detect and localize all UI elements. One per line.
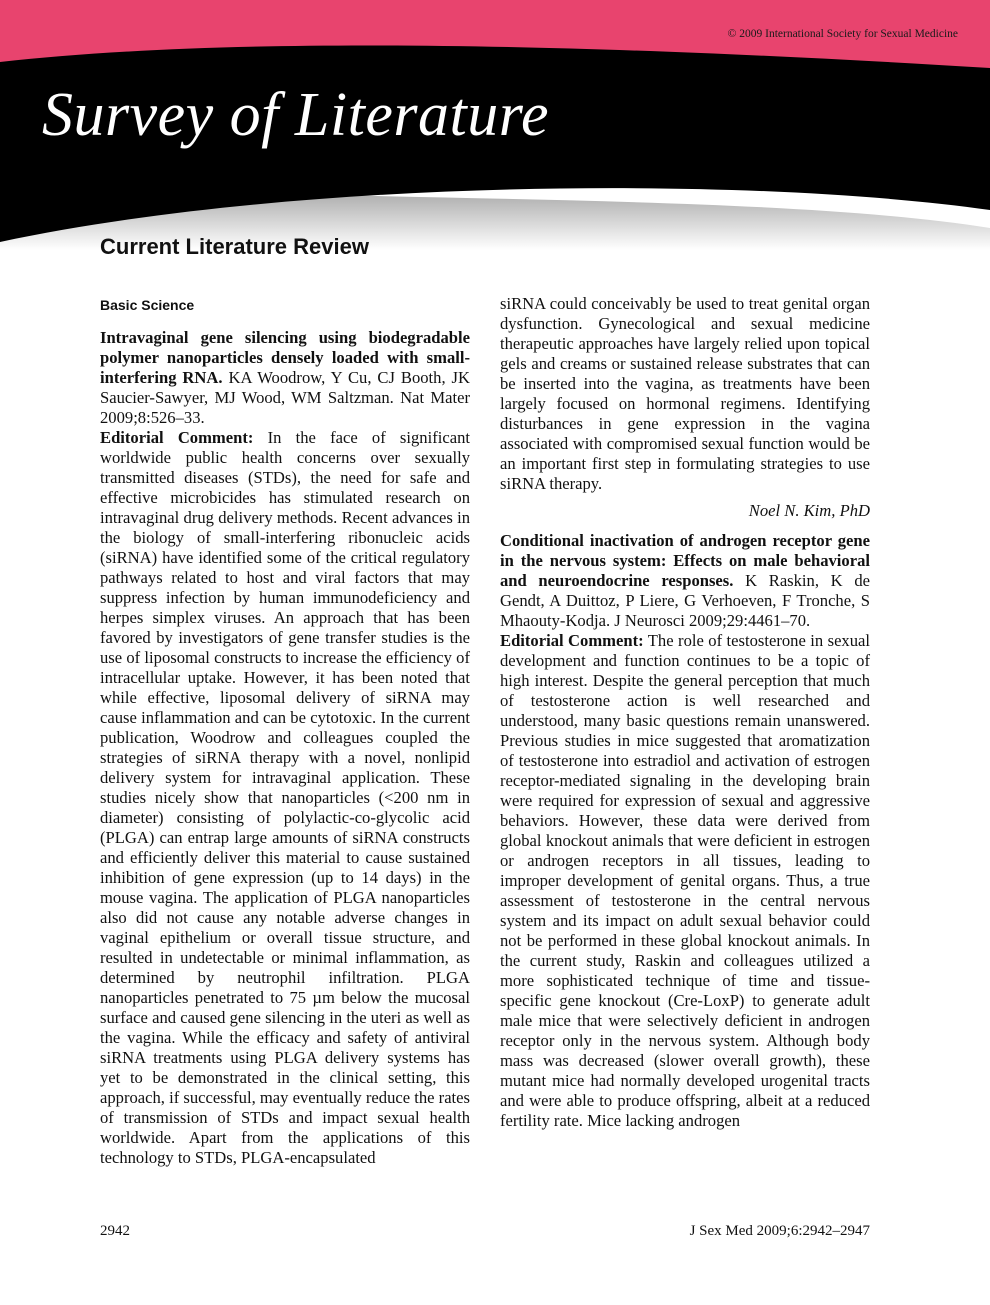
left-column [100,294,470,1168]
article-citation: K Raskin, K de Gendt, A Duittoz, P Liere, G Verhoeven, F Tronche, S Mhaouty-Kodja. J Neurosci 2009;29:4461–70. [500,571,870,630]
editorial-comment-text: The role of testosterone in sexual development and function continues to be a topic of high interest. Despite the general perception that much of testosterone action is well researched and understood, many basic questions remain unanswered. Previous studies in mice suggested that aromatization of testosterone into estradiol and activation of estrogen receptor-mediated signaling in the developing brain were required for expression of sexual and aggressive behaviors. However, these data were derived from global knockout animals that were deficient in estrogen or androgen receptors in all tissues, leading to improper development of genital organs. Thus, a true assessment of testosterone in the central nervous system and its impact on adult sexual behavior could not be performed in these global knockout animals. In the current study, Raskin and colleagues utilized a more sophisticated technique of time and tissue-specific gene knockout (Cre-LoxP) to generate adult male mice that were selectively deficient in androgen receptor only in the nervous system. Although body mass was decreased (slower overall growth), these mutant mice had normally developed urogenital tracts and were able to produce offspring, albeit at a reduced fertility rate. Mice lacking androgen [500,631,870,1130]
editorial-comment [100,428,470,1168]
article-header [100,328,470,428]
article-title: Conditional inactivation of androgen receptor gene in the nervous system: Effects on male behavioral and neuroendocrine responses. [500,531,870,590]
subsection-heading: Basic Science [100,297,195,313]
right-column [500,294,870,1131]
section-title: Current Literature Review [100,234,369,259]
journal-title: Survey of Literature [42,81,550,149]
article-title: Intravaginal gene silencing using biodegradable polymer nanoparticles densely loaded with small-interfering RNA. [100,328,470,387]
editorial-comment-label: Editorial Comment: [500,631,644,650]
article-citation: KA Woodrow, Y Cu, CJ Booth, JK Saucier-Sawyer, MJ Wood, WM Saltzman. Nat Mater 2009;8:526–33. [100,368,470,427]
journal-citation: J Sex Med 2009;6:2942–2947 [689,1223,870,1239]
editorial-comment-continued: siRNA could conceivably be used to treat genital organ dysfunction. Gynecological and sexual medicine therapeutic approaches have largely relied upon topical gels and creams or sustained release substrates that can be inserted into the vagina, as treatments have been largely focused on hormonal regimens. Identifying disturbances in gene expression in the vagina associated with compromised sexual function would be an important first step in formulating strategies to use siRNA therapy. [500,294,870,493]
page-number: 2942 [100,1223,130,1239]
editorial-comment-label: Editorial Comment: [100,428,254,447]
editorial-comment [500,631,870,1131]
signature: Noel N. Kim, PhD [748,501,870,520]
copyright-notice: © 2009 International Society for Sexual Medicine [727,28,958,40]
editorial-comment-text: In the face of significant worldwide public health concerns over sexually transmitted diseases (STDs), the need for safe and effective microbicides has stimulated research on intravaginal drug delivery methods. Recent advances in the biology of small-interfering ribonucleic acids (siRNA) have identified some of the critical regulatory pathways related to host and viral factors that may suppress infection by human immunodeficiency and herpes simplex viruses. An approach that has been favored by investigators of gene transfer studies is the use of liposomal constructs to increase the efficiency of intracellular uptake. However, it has been noted that while effective, liposomal delivery of siRNA may cause inflammation and can be cytotoxic. In the current publication, Woodrow and colleagues coupled the strategies of siRNA therapy with a novel, nonlipid delivery system for intravaginal application. These studies nicely show that nanoparticles (<200 nm in diameter) consisting of polylactic-co-glycolic acid (PLGA) can entrap large amounts of siRNA constructs and efficiently deliver this material to cause sustained inhibition of gene expression (up to 14 days) in the mouse vagina. The application of PLGA nanoparticles also did not cause any notable adverse changes in vaginal epithelium or overall tissue structure, and resulted in undetectable or minimal inflammation, as determined by neutrophil infiltration. PLGA nanoparticles penetrated to 75 µm below the mucosal surface and caused gene silencing in the uteri as well as the vagina. While the efficacy and safety of antiviral siRNA treatments using PLGA delivery systems has yet to be demonstrated in the clinical setting, this approach, if successful, may eventually reduce the rates of transmission of STDs and impact sexual health worldwide. Apart from the applications of this technology to STDs, PLGA-encapsulated [100,428,470,1167]
article-header [500,531,870,631]
